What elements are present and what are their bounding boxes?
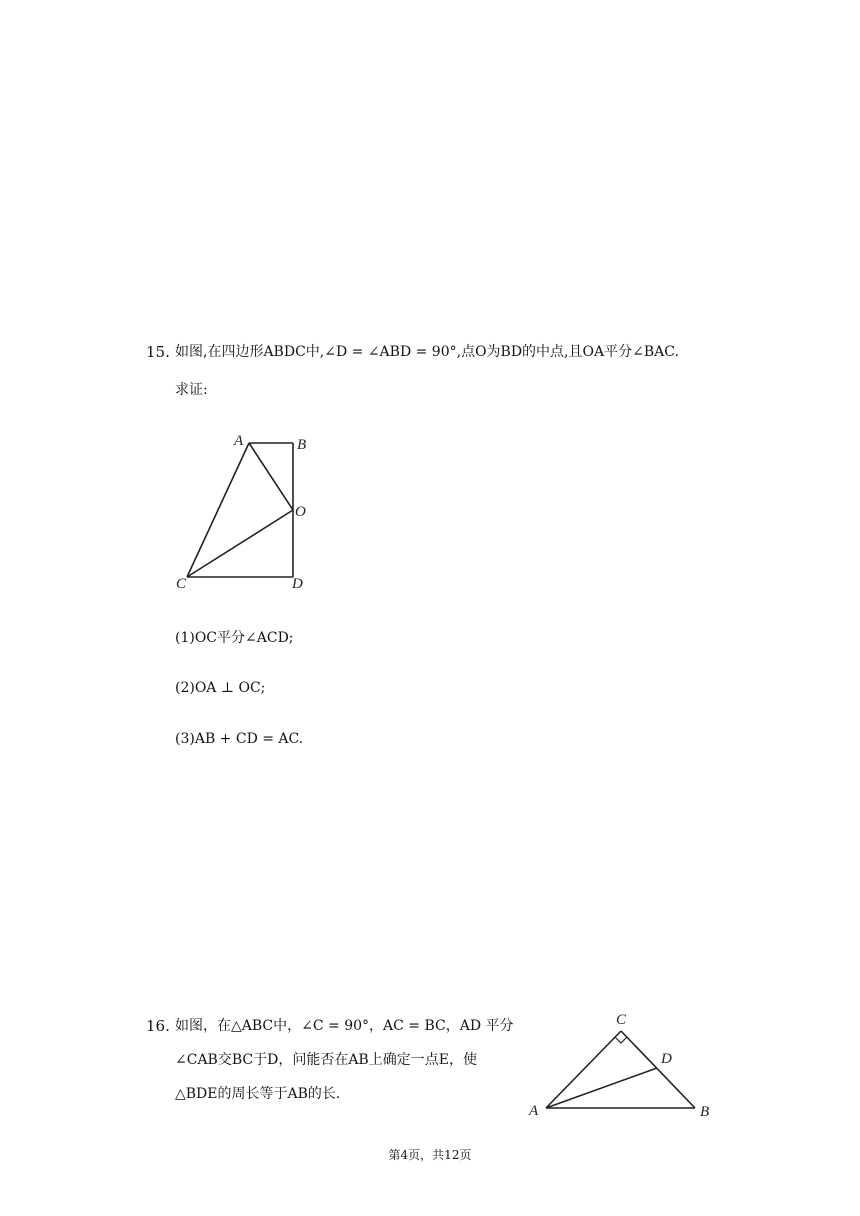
segment-ac <box>546 1031 621 1108</box>
label-b: B <box>297 437 307 453</box>
label-a: A <box>529 1103 539 1119</box>
label-b: B <box>700 1104 710 1120</box>
segment-ad <box>546 1068 657 1108</box>
label-o: O <box>295 504 306 520</box>
question-16-text-line3: △BDE的周长等于AB的长. <box>175 1086 341 1102</box>
question-15-part-2: (2)OA ⊥ OC; <box>175 680 266 696</box>
question-16-figure <box>520 1005 720 1125</box>
label-d: D <box>661 1051 672 1067</box>
label-c: C <box>616 1012 627 1028</box>
label-a: A <box>234 433 244 449</box>
question-16-text-line1: 如图，在△ABC中，∠C = 90°，AC = BC，AD 平分 <box>175 1018 514 1034</box>
segment-cb <box>621 1031 695 1108</box>
question-15-figure <box>170 425 320 595</box>
label-d: D <box>292 576 303 592</box>
right-angle-mark <box>615 1037 627 1043</box>
segment-ao <box>249 443 293 510</box>
question-15-number: 15. <box>146 343 170 361</box>
question-15-text-line2: 求证: <box>175 382 208 398</box>
label-c: C <box>176 576 187 592</box>
question-16-text-line2: ∠CAB交BC于D，问能否在AB上确定一点E，使 <box>175 1052 477 1068</box>
question-15-text-line1: 如图,在四边形ABDC中,∠D = ∠ABD = 90°,点O为BD的中点,且OA平分∠BAC. <box>175 344 679 360</box>
question-15-part-1: (1)OC平分∠ACD; <box>175 630 294 646</box>
page-footer: 第4页，共12页 <box>388 1148 472 1162</box>
question-15-part-3: (3)AB + CD = AC. <box>175 731 304 747</box>
question-16-number: 16. <box>146 1017 170 1035</box>
